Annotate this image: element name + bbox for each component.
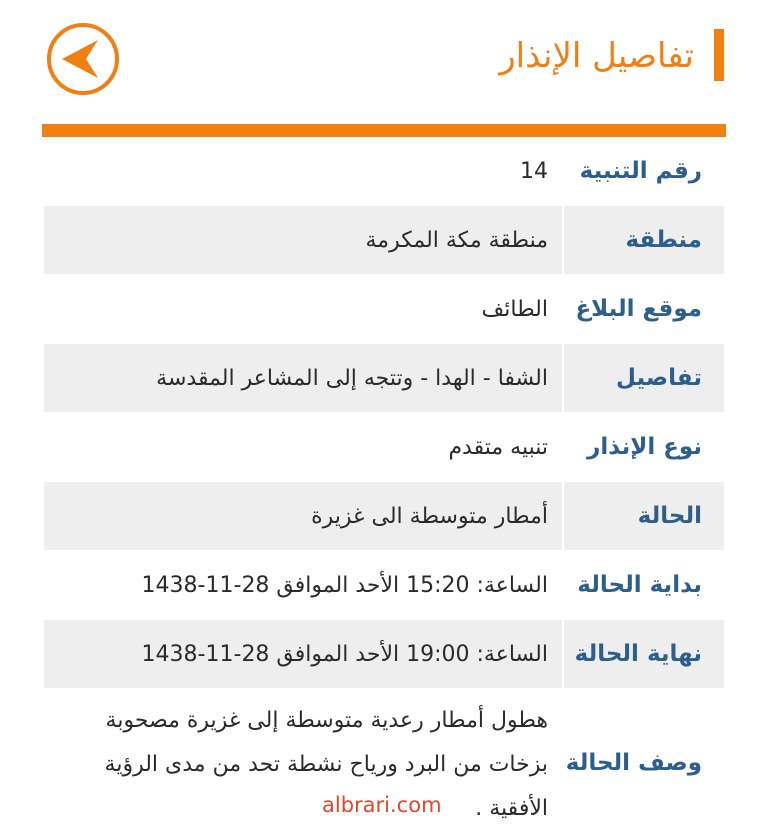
detail-label: تفاصيل bbox=[616, 365, 702, 391]
detail-value: الساعة: 15:20 الأحد الموافق 28-11-1438 bbox=[141, 572, 548, 598]
detail-label: رقم التنبية bbox=[579, 158, 702, 184]
detail-value: الطائف bbox=[481, 296, 548, 322]
title-accent-bar bbox=[714, 29, 724, 81]
back-arrow-icon bbox=[46, 22, 120, 96]
detail-value: الساعة: 19:00 الأحد الموافق 28-11-1438 bbox=[141, 641, 548, 667]
detail-row-alert-type bbox=[44, 413, 724, 481]
detail-label: الحالة bbox=[637, 503, 702, 529]
detail-label: موقع البلاغ bbox=[575, 296, 702, 322]
alert-details-table bbox=[44, 137, 724, 838]
detail-label: نهاية الحالة bbox=[574, 641, 702, 667]
detail-row-end bbox=[44, 620, 724, 688]
detail-label: منطقة bbox=[625, 227, 702, 253]
detail-row-alert-number bbox=[44, 137, 724, 205]
detail-row-region bbox=[44, 206, 724, 274]
watermark: albrari.com bbox=[322, 793, 442, 817]
detail-value: هطول أمطار رعدية متوسطة إلى غزيرة مصحوبة بزخات من البرد ورياح نشطة تحد من مدى الرؤية الأفقية . bbox=[104, 708, 548, 821]
detail-value: منطقة مكة المكرمة bbox=[365, 227, 548, 253]
back-button[interactable] bbox=[46, 22, 120, 96]
header-divider bbox=[42, 124, 726, 137]
detail-row-details bbox=[44, 344, 724, 412]
detail-row-start bbox=[44, 551, 724, 619]
detail-value: تنبيه متقدم bbox=[448, 434, 548, 460]
page-title: تفاصيل الإنذار bbox=[499, 36, 694, 76]
detail-row-location bbox=[44, 275, 724, 343]
detail-label: بداية الحالة bbox=[577, 572, 702, 598]
detail-row-condition bbox=[44, 482, 724, 550]
detail-value: أمطار متوسطة الى غزيرة bbox=[311, 503, 548, 529]
detail-label: وصف الحالة bbox=[565, 750, 702, 776]
detail-label: نوع الإنذار bbox=[587, 434, 702, 460]
detail-value: 14 bbox=[520, 158, 548, 184]
detail-value: الشفا - الهدا - وتتجه إلى المشاعر المقدسة bbox=[156, 365, 548, 391]
app-header bbox=[0, 0, 768, 124]
